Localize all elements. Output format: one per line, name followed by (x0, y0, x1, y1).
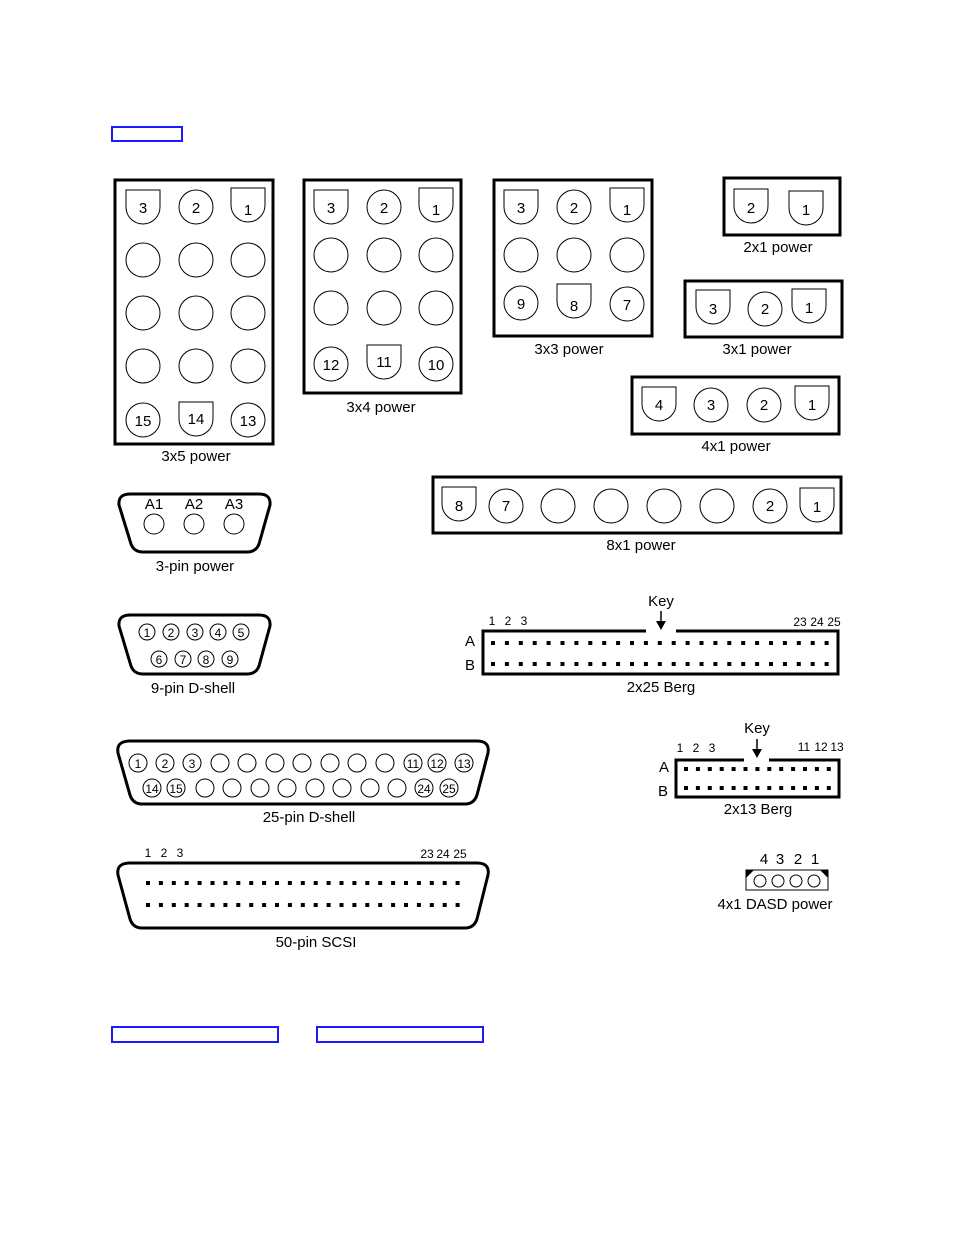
connector-25-pin-d-shell (118, 741, 489, 826)
connector-housing (115, 180, 273, 444)
pin-dot (404, 881, 408, 885)
pin-number: 3 (708, 741, 716, 755)
pin-dot (547, 641, 551, 645)
round-pin (790, 875, 802, 887)
pin-number: 14 (145, 782, 159, 796)
row-label: B (464, 657, 476, 674)
pin-number: 2 (746, 200, 756, 217)
pin-dot (561, 662, 565, 666)
pin-number: 1 (144, 846, 152, 860)
connector-8x1-power (433, 477, 841, 554)
pin-number: 1 (676, 741, 684, 755)
pin-dot (825, 662, 829, 666)
pin-dot (755, 767, 759, 771)
connector-3x5-power (115, 180, 273, 465)
pin-dot (417, 881, 421, 885)
pin-number: 2 (793, 851, 803, 868)
pin-dot (340, 881, 344, 885)
pin-dot (198, 881, 202, 885)
key-label: Key (744, 720, 770, 737)
pin-number: A3 (224, 496, 244, 513)
pin-dot (755, 662, 759, 666)
connector-label: 3x1 power (722, 341, 792, 358)
pin-dot (684, 786, 688, 790)
round-pin (333, 779, 351, 797)
round-pin (223, 779, 241, 797)
round-pin (196, 779, 214, 797)
pin-dot (314, 881, 318, 885)
round-pin (367, 238, 401, 272)
row-label: A (464, 633, 476, 650)
pin-dot (456, 903, 460, 907)
pin-dot (741, 662, 745, 666)
connector-housing (483, 631, 838, 674)
pin-number: 11 (797, 740, 811, 754)
pin-number: 3 (188, 757, 196, 771)
round-pin (266, 754, 284, 772)
pin-number: 13 (457, 757, 471, 771)
pin-dot (211, 881, 215, 885)
pin-dot (811, 641, 815, 645)
connector-label: 8x1 power (606, 537, 676, 554)
connector-label: 50-pin SCSI (275, 934, 357, 951)
pin-number: 9 (516, 296, 526, 313)
pin-dot (185, 903, 189, 907)
round-pin (419, 238, 453, 272)
pin-number: 3 (138, 200, 148, 217)
pin-dot (172, 903, 176, 907)
connector-3x4-power (304, 180, 461, 416)
pin-dot (574, 662, 578, 666)
connector-housing (118, 863, 489, 928)
pin-number: 2 (569, 200, 579, 217)
pin-dot (352, 881, 356, 885)
pin-dot (249, 903, 253, 907)
round-pin (126, 349, 160, 383)
pin-dot (301, 903, 305, 907)
pin-dot (644, 641, 648, 645)
pin-dot (443, 903, 447, 907)
connector-label: 3x5 power (161, 448, 231, 465)
pin-dot (672, 641, 676, 645)
pin-dot (769, 641, 773, 645)
pin-dot (779, 767, 783, 771)
pin-dot (815, 767, 819, 771)
round-pin (388, 779, 406, 797)
connector-2x13-berg (658, 720, 844, 818)
round-pin (367, 291, 401, 325)
pin-dot (519, 662, 523, 666)
pin-dot (732, 786, 736, 790)
round-pin (314, 238, 348, 272)
pin-number: 7 (501, 498, 511, 515)
pin-dot (159, 903, 163, 907)
pin-dot (172, 881, 176, 885)
pin-dot (696, 786, 700, 790)
pin-number: 3 (326, 200, 336, 217)
pin-number: 3 (706, 397, 716, 414)
pin-number: 2 (160, 846, 168, 860)
pin-dot (708, 767, 712, 771)
pin-number: 3 (176, 846, 184, 860)
pin-dot (803, 767, 807, 771)
pin-dot (236, 903, 240, 907)
pin-dot (616, 641, 620, 645)
key-arrow-head (752, 749, 762, 758)
pin-number: 23 (420, 847, 434, 861)
pin-dot (588, 641, 592, 645)
key-arrow-head (656, 621, 666, 630)
round-pin (314, 291, 348, 325)
pin-dot (378, 881, 382, 885)
pin-number: 8 (454, 498, 464, 515)
pin-dot (391, 903, 395, 907)
pin-number: 15 (134, 413, 152, 430)
pin-dot (783, 641, 787, 645)
pin-dot (797, 662, 801, 666)
connector-50-pin-scsi (118, 846, 489, 951)
connector-label: 25-pin D-shell (262, 809, 356, 826)
pin-number: 2 (161, 757, 169, 771)
pin-dot (275, 903, 279, 907)
pin-dot (602, 662, 606, 666)
round-pin (348, 754, 366, 772)
connector-label: 3x4 power (346, 399, 416, 416)
connector-label: 4x1 DASD power (717, 896, 833, 913)
pin-number: 3 (708, 301, 718, 318)
pin-number: 13 (239, 413, 257, 430)
pin-dot (288, 903, 292, 907)
pin-dot (365, 903, 369, 907)
pin-dot (616, 662, 620, 666)
pin-dot (352, 903, 356, 907)
pin-dot (443, 881, 447, 885)
round-pin (179, 296, 213, 330)
pin-dot (275, 881, 279, 885)
corner-key (820, 870, 828, 878)
round-pin (594, 489, 628, 523)
pin-dot (727, 641, 731, 645)
bottom-link-right[interactable] (316, 1026, 484, 1043)
pin-dot (262, 903, 266, 907)
pin-dot (505, 641, 509, 645)
pin-number: 6 (155, 653, 163, 667)
pin-dot (146, 903, 150, 907)
pin-number: 2 (379, 200, 389, 217)
pin-dot (727, 662, 731, 666)
pin-dot (314, 903, 318, 907)
pin-dot (456, 881, 460, 885)
pin-dot (630, 662, 634, 666)
round-pin (557, 238, 591, 272)
pin-dot (223, 903, 227, 907)
pin-number: 25 (442, 782, 456, 796)
round-pin (238, 754, 256, 772)
connector-3-pin-power (119, 494, 270, 575)
pin-dot (262, 881, 266, 885)
pin-number: 4 (654, 397, 664, 414)
pin-dot (644, 662, 648, 666)
pin-dot (574, 641, 578, 645)
pin-number: 15 (169, 782, 183, 796)
pin-dot (602, 641, 606, 645)
pin-dot (340, 903, 344, 907)
connector-4x1-dasd-power (717, 851, 832, 913)
pin-dot (700, 641, 704, 645)
pin-dot (658, 641, 662, 645)
pin-dot (755, 641, 759, 645)
pin-dot (686, 662, 690, 666)
pin-number: 1 (431, 202, 441, 219)
connector-3x3-power (494, 180, 652, 358)
pin-dot (211, 903, 215, 907)
connector-label: 9-pin D-shell (150, 680, 236, 697)
pin-dot (744, 767, 748, 771)
pin-number: 24 (436, 847, 450, 861)
pin-number: 1 (810, 851, 820, 868)
round-pin (179, 349, 213, 383)
round-pin (144, 514, 164, 534)
row-label: B (657, 783, 669, 800)
pin-number: 3 (191, 626, 199, 640)
round-pin (700, 489, 734, 523)
pin-number: 10 (427, 357, 445, 374)
round-pin (772, 875, 784, 887)
pin-number: 1 (143, 626, 151, 640)
round-pin (211, 754, 229, 772)
pin-number: 3 (516, 200, 526, 217)
corner-key (746, 870, 754, 878)
pin-dot (741, 641, 745, 645)
pin-number: 2 (760, 301, 770, 318)
pin-number: 1 (801, 202, 811, 219)
pin-dot (708, 786, 712, 790)
pin-number: A1 (144, 496, 164, 513)
pin-number: A2 (184, 496, 204, 513)
round-pin (321, 754, 339, 772)
round-pin (419, 291, 453, 325)
connector-label: 3x3 power (534, 341, 604, 358)
connector-label: 2x1 power (743, 239, 813, 256)
pin-dot (755, 786, 759, 790)
pin-number: 12 (814, 740, 828, 754)
pin-dot (720, 767, 724, 771)
round-pin (231, 243, 265, 277)
bottom-link-left[interactable] (111, 1026, 279, 1043)
pin-number: 25 (827, 615, 841, 629)
pin-number: 8 (202, 653, 210, 667)
pin-number: 1 (243, 202, 253, 219)
pin-dot (791, 786, 795, 790)
row-label: A (658, 759, 670, 776)
connector-label: 4x1 power (701, 438, 771, 455)
pin-number: 13 (830, 740, 844, 754)
pin-dot (744, 786, 748, 790)
pin-dot (700, 662, 704, 666)
pin-dot (720, 786, 724, 790)
pin-number: 2 (759, 397, 769, 414)
pin-dot (249, 881, 253, 885)
pin-dot (365, 881, 369, 885)
top-link[interactable] (111, 126, 183, 142)
round-pin (541, 489, 575, 523)
pin-dot (767, 786, 771, 790)
round-pin (754, 875, 766, 887)
pin-number: 1 (812, 499, 822, 516)
pin-dot (825, 641, 829, 645)
pin-dot (236, 881, 240, 885)
pin-dot (198, 903, 202, 907)
pin-dot (686, 641, 690, 645)
pin-dot (301, 881, 305, 885)
pin-number: 1 (804, 300, 814, 317)
pin-number: 7 (179, 653, 187, 667)
connector-2x1-power (724, 178, 840, 256)
round-pin (224, 514, 244, 534)
round-pin (126, 243, 160, 277)
pin-dot (658, 662, 662, 666)
pin-dot (684, 767, 688, 771)
pin-number: 12 (322, 357, 340, 374)
pin-number: 2 (504, 614, 512, 628)
pin-dot (797, 641, 801, 645)
pin-number: 4 (214, 626, 222, 640)
round-pin (231, 296, 265, 330)
pin-dot (491, 641, 495, 645)
pin-dot (430, 903, 434, 907)
pin-dot (713, 641, 717, 645)
pin-dot (505, 662, 509, 666)
pin-number: 8 (569, 298, 579, 315)
round-pin (293, 754, 311, 772)
round-pin (361, 779, 379, 797)
pin-dot (430, 881, 434, 885)
pin-dot (815, 786, 819, 790)
pin-number: 4 (759, 851, 769, 868)
connector-label: 2x13 Berg (723, 801, 793, 818)
pin-dot (491, 662, 495, 666)
pin-dot (223, 881, 227, 885)
round-pin (504, 238, 538, 272)
pin-number: 2 (191, 200, 201, 217)
pin-number: 1 (807, 397, 817, 414)
pin-dot (391, 881, 395, 885)
pin-dot (561, 641, 565, 645)
pin-dot (185, 881, 189, 885)
pin-number: 24 (810, 615, 824, 629)
pin-dot (404, 903, 408, 907)
pin-dot (791, 767, 795, 771)
pin-dot (672, 662, 676, 666)
round-pin (306, 779, 324, 797)
round-pin (251, 779, 269, 797)
pin-dot (767, 767, 771, 771)
pin-number: 7 (622, 297, 632, 314)
pin-number: 1 (622, 202, 632, 219)
pin-dot (533, 662, 537, 666)
pin-dot (417, 903, 421, 907)
pin-number: 2 (692, 741, 700, 755)
pin-number: 9 (226, 653, 234, 667)
pin-dot (732, 767, 736, 771)
pin-dot (159, 881, 163, 885)
pin-dot (533, 641, 537, 645)
pin-dot (327, 881, 331, 885)
pin-dot (783, 662, 787, 666)
connector-label: 2x25 Berg (626, 679, 696, 696)
round-pin (278, 779, 296, 797)
pin-number: 11 (406, 757, 420, 771)
round-pin (126, 296, 160, 330)
pin-dot (827, 767, 831, 771)
key-label: Key (648, 593, 674, 610)
pin-dot (803, 786, 807, 790)
pin-number: 11 (376, 354, 392, 371)
connector-label: 3-pin power (155, 558, 235, 575)
pin-number: 3 (775, 851, 785, 868)
connector-4x1-power (632, 377, 839, 455)
pin-dot (811, 662, 815, 666)
pin-dot (519, 641, 523, 645)
pin-dot (827, 786, 831, 790)
round-pin (376, 754, 394, 772)
pin-number: 2 (765, 498, 775, 515)
pin-dot (713, 662, 717, 666)
round-pin (184, 514, 204, 534)
pin-number: 2 (167, 626, 175, 640)
round-pin (647, 489, 681, 523)
round-pin (179, 243, 213, 277)
pin-number: 1 (488, 614, 496, 628)
connector-3x1-power (685, 281, 842, 358)
pin-dot (547, 662, 551, 666)
pin-number: 3 (520, 614, 528, 628)
pin-dot (146, 881, 150, 885)
pin-dot (378, 903, 382, 907)
pin-number: 23 (793, 615, 807, 629)
pin-dot (696, 767, 700, 771)
pin-number: 25 (453, 847, 467, 861)
connector-housing (433, 477, 841, 533)
pin-dot (588, 662, 592, 666)
pin-dot (288, 881, 292, 885)
pin-number: 14 (187, 411, 205, 428)
pin-number: 1 (134, 757, 142, 771)
pin-number: 5 (237, 626, 245, 640)
pin-number: 12 (430, 757, 444, 771)
pin-dot (327, 903, 331, 907)
pin-dot (779, 786, 783, 790)
pin-number: 24 (417, 782, 431, 796)
connector-2x25-berg (465, 593, 841, 696)
round-pin (610, 238, 644, 272)
pin-dot (769, 662, 773, 666)
connector-9-pin-d-shell (119, 615, 270, 697)
connector-housing (676, 760, 839, 797)
round-pin (231, 349, 265, 383)
round-pin (808, 875, 820, 887)
pin-dot (630, 641, 634, 645)
